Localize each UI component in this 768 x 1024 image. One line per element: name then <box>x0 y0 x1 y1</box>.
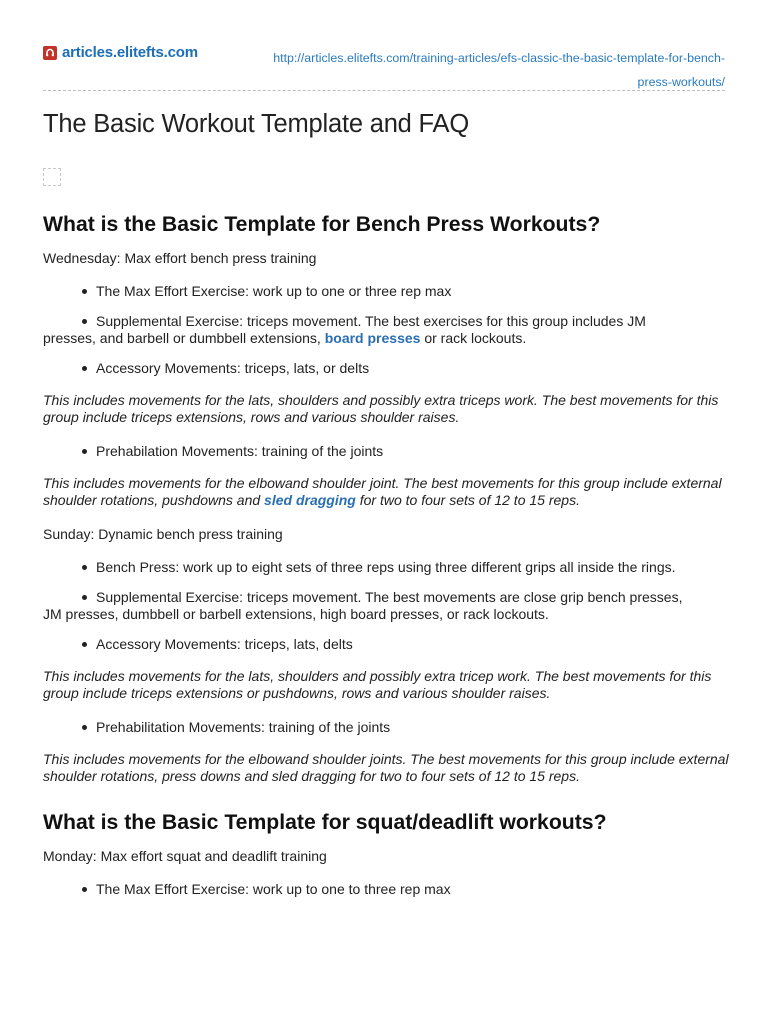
day-label-sunday: Sunday: Dynamic bench press training <box>43 526 283 542</box>
list-item: Supplemental Exercise: triceps movement. The best movements are close grip bench presses, JM presses, dumbbell or barbell extensions, high board presses, or rack lockouts. <box>43 589 683 622</box>
section-heading-squat: What is the Basic Template for squat/deadlift workouts? <box>43 811 607 834</box>
list-item: The Max Effort Exercise: work up to one to three rep max <box>43 881 731 898</box>
site-name[interactable]: articles.elitefts.com <box>62 44 198 61</box>
monday-list <box>43 881 731 898</box>
wednesday-list <box>43 283 731 377</box>
bullet-icon <box>82 319 87 324</box>
article-url-line-1[interactable]: http://articles.elitefts.com/training-articles/efs-classic-the-basic-template-for-bench- <box>273 51 725 65</box>
article-url[interactable] <box>205 46 725 94</box>
site-link[interactable] <box>43 44 198 61</box>
wednesday-note-prehab: This includes movements for the elbowand shoulder joint. The best movements for this group include external shoulder rotations, pushdowns and sled dragging for two to four sets of 12 to 15 reps. <box>43 475 722 508</box>
board-presses-link[interactable]: board presses <box>324 330 421 346</box>
bullet-icon <box>82 565 87 570</box>
bullet-icon <box>82 289 87 294</box>
bullet-icon <box>82 449 87 454</box>
article-url-line-2[interactable]: press-workouts/ <box>637 75 725 89</box>
section-heading-bench: What is the Basic Template for Bench Press Workouts? <box>43 213 601 236</box>
sled-dragging-link[interactable]: sled dragging <box>264 492 356 508</box>
list-item: Accessory Movements: triceps, lats, delts <box>43 636 731 653</box>
sunday-note-accessory: This includes movements for the lats, shoulders and possibly extra tricep work. The best movements for this group include triceps extensions or pushdowns, rows and various shoulder raises. <box>43 668 712 701</box>
sunday-list-2 <box>43 719 731 736</box>
bullet-icon <box>82 366 87 371</box>
sunday-list <box>43 559 731 653</box>
header-divider <box>43 90 725 91</box>
list-item: Prehabilitation Movements: training of the joints <box>43 719 731 736</box>
site-logo-icon <box>43 46 57 60</box>
list-item: Supplemental Exercise: triceps movement. The best exercises for this group includes JM presses, and barbell or dumbbell extensions, board presses or rack lockouts. <box>43 313 646 346</box>
list-item: Bench Press: work up to eight sets of three reps using three different grips all inside the rings. <box>43 559 731 576</box>
day-label-wednesday: Wednesday: Max effort bench press training <box>43 250 317 266</box>
list-item: Prehabilation Movements: training of the joints <box>43 443 731 460</box>
wednesday-list-2 <box>43 443 731 460</box>
sunday-note-prehab: This includes movements for the elbowand shoulder joints. The best movements for this group include external shoulder rotations, press downs and sled dragging for two to four sets of 12 to 15 reps. <box>43 751 729 784</box>
bullet-icon <box>82 725 87 730</box>
day-label-monday: Monday: Max effort squat and deadlift training <box>43 848 327 864</box>
bullet-icon <box>82 595 87 600</box>
bullet-icon <box>82 642 87 647</box>
list-item: The Max Effort Exercise: work up to one or three rep max <box>43 283 731 300</box>
list-item: Accessory Movements: triceps, lats, or delts <box>43 360 731 377</box>
page-title: The Basic Workout Template and FAQ <box>43 110 469 138</box>
wednesday-note-accessory: This includes movements for the lats, shoulders and possibly extra triceps work. The best movements for this group include triceps extensions, rows and various shoulder raises. <box>43 392 719 425</box>
image-placeholder-icon <box>43 168 61 186</box>
page-header <box>43 44 725 90</box>
article-body <box>43 107 731 898</box>
bullet-icon <box>82 887 87 892</box>
